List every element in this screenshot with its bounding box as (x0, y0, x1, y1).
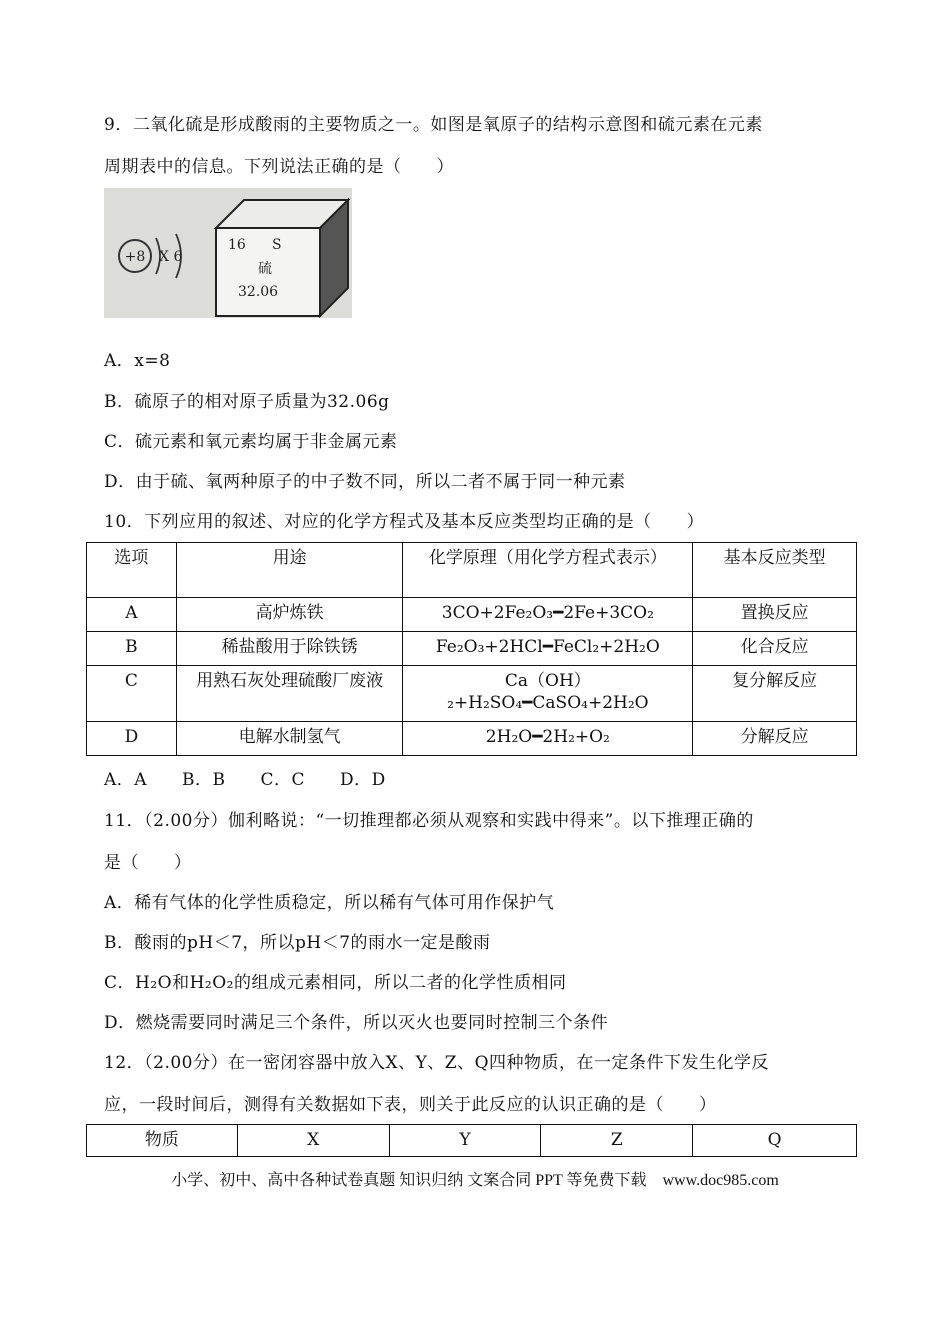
q9-stem-line2: 周期表中的信息。下列说法正确的是（ ） (104, 157, 454, 177)
table-cell: D (87, 722, 177, 756)
page-footer: 小学、初中、高中各种试卷真题 知识归纳 文案合同 PPT 等免费下载 www.doc985.com (171, 1172, 779, 1189)
q11-option-d: D．燃烧需要同时满足三个条件，所以灭火也要同时控制三个条件 (104, 1013, 609, 1033)
nucleus-charge: +8 (124, 249, 146, 265)
table-cell: Ca（OH）₂+H₂SO₄━CaSO₄+2H₂O (403, 666, 693, 722)
table-header: 用途 (176, 543, 403, 598)
table-cell: 3CO+2Fe₂O₃━2Fe+3CO₂ (403, 598, 693, 632)
table-header: 物质 (87, 1125, 238, 1157)
shell-x: X (159, 249, 169, 265)
q9-figure (104, 188, 352, 318)
q9-option-b: B．硫原子的相对原子质量为32.06g (104, 392, 390, 412)
q11-option-b: B．酸雨的pH＜7，所以pH＜7的雨水一定是酸雨 (104, 933, 491, 953)
q10-stem: 10．下列应用的叙述、对应的化学方程式及基本反应类型均正确的是（ ） (104, 512, 705, 532)
q10-table (86, 542, 857, 756)
q9-stem-line1: 9．二氧化硫是形成酸雨的主要物质之一。如图是氧原子的结构示意图和硫元素在元素 (104, 115, 763, 135)
table-header: X (237, 1125, 389, 1157)
cell-symbol: S (272, 237, 282, 253)
table-cell: 稀盐酸用于除铁锈 (176, 632, 403, 666)
table-row (87, 632, 857, 666)
q9-option-a: A．x=8 (104, 351, 171, 371)
table-cell: 电解水制氢气 (176, 722, 403, 756)
table-header: Q (693, 1125, 857, 1157)
q11-stem-line1: 11．（2.00分）伽利略说：“一切推理都必须从观察和实践中得来”。以下推理正确的 (104, 811, 754, 831)
table-cell: B (87, 632, 177, 666)
table-header: 选项 (87, 543, 177, 598)
table-header: Y (389, 1125, 541, 1157)
q12-table (86, 1124, 857, 1157)
q11-stem-line2: 是（ ） (104, 853, 192, 873)
table-cell: 用熟石灰处理硫酸厂废液 (176, 666, 403, 722)
cell-name: 硫 (258, 261, 272, 277)
table-cell: 置换反应 (693, 598, 857, 632)
q12-stem-line1: 12．（2.00分）在一密闭容器中放入X、Y、Z、Q四种物质，在一定条件下发生化学反 (104, 1053, 770, 1073)
table-header-row (87, 543, 857, 598)
table-cell: Fe₂O₃+2HCl━FeCl₂+2H₂O (403, 632, 693, 666)
cell-mass: 32.06 (238, 284, 279, 300)
table-row (87, 722, 857, 756)
table-cell: 2H₂O━2H₂+O₂ (403, 722, 693, 756)
table-row (87, 598, 857, 632)
table-row (87, 666, 857, 722)
table-cell: 复分解反应 (693, 666, 857, 722)
table-header-row (87, 1125, 857, 1157)
table-cell: A (87, 598, 177, 632)
q10-answers: A．A B．B C．C D．D (104, 770, 386, 790)
q9-option-c: C．硫元素和氧元素均属于非金属元素 (104, 432, 398, 452)
table-header: Z (541, 1125, 693, 1157)
q9-option-d: D．由于硫、氧两种原子的中子数不同，所以二者不属于同一种元素 (104, 472, 626, 492)
table-cell: 化合反应 (693, 632, 857, 666)
cell-number: 16 (228, 237, 246, 253)
shell-outer-count: 6 (173, 249, 183, 265)
table-header: 化学原理（用化学方程式表示） (403, 543, 693, 598)
q11-option-a: A．稀有气体的化学性质稳定，所以稀有气体可用作保护气 (104, 893, 555, 913)
q11-option-c: C．H₂O和H₂O₂的组成元素相同，所以二者的化学性质相同 (104, 973, 567, 993)
table-cell: 高炉炼铁 (176, 598, 403, 632)
table-cell: 分解反应 (693, 722, 857, 756)
q12-stem-line2: 应，一段时间后，测得有关数据如下表，则关于此反应的认识正确的是（ ） (104, 1095, 717, 1115)
table-cell: C (87, 666, 177, 722)
table-header: 基本反应类型 (693, 543, 857, 598)
